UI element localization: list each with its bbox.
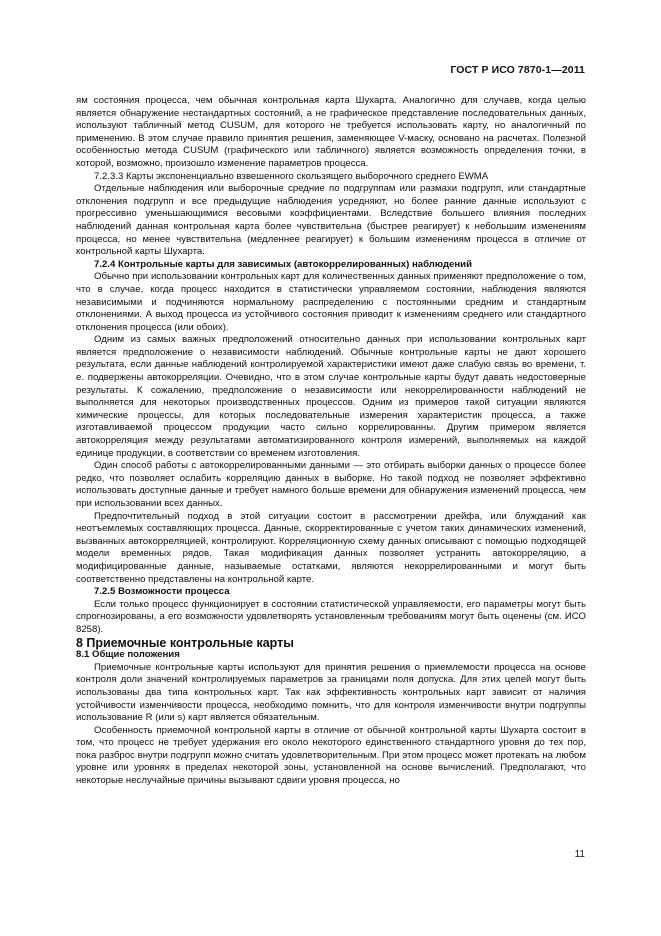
- page-body: [76, 95, 586, 788]
- section-heading: 7.2.5 Возможности процесса: [94, 586, 230, 598]
- paragraph: Приемочные контрольные карты используют для принятия решения о приемлемости процесса на основе контроля доли значений контролируемых параметров за границами поля допуска. Для этих целей могут быть использованы два типа контрольных карт. Так как эффективность контрольных карт зависит от наличия устойчивости изменчивости процесса, необходимо помнить, что для контроля изменчивости внутри подгруппы использование R (или s) карт является обязательным.: [76, 661, 586, 724]
- paragraph: Особенность приемочной контрольной карты в отличие от обычной контрольной карты Шухарта состоит в том, что процесс не требует удержания его около некоторого единственного стандартного уровня до тех пор, пока разброс внутри подгрупп можно считать удовлетворительным. При этом процесс может протекать на любом уровне или уровнях в пределах некоторой зоны, установленной на основе вычислений. Предполагают, что некоторые неслучайные причины вызывают сдвиги уровня процесса, но: [76, 724, 586, 787]
- subsection-heading: 7.2.3.3 Карты экспоненциально взвешенного скользящего выборочного среднего EWMA: [94, 170, 489, 182]
- paragraph: Одним из самых важных предположений относительно данных при использовании контрольных карт является предположение о независимости наблюдений. Обычные контрольные карты не дают хорошего результата, если данные наблюдений контролируемой характеристики имеют даже слабую связь во времени, т. е. подвержены автокорреляции. Очевидно, что в этом случае контрольные карты будут давать недостоверные результаты. К сожалению, предположение о независимости или некоррелированности наблюдений не выполняется для некоторых производственных процессов. Одним из примеров такой ситуации являются химические процессы, для которых последовательные измерения характеристик процесса, а также изготавливаемой процессом продукции часто сильно коррелированны. Другим примером является автокорреляция между результатами автоматизированного контроля измерений, выполняемых на каждой единице продукции, в соответствии со временем изготовления.: [76, 334, 586, 459]
- paragraph: Один способ работы с автокоррелированными данными — это отбирать выборки данных о процессе более редко, что позволяет ослабить корреляцию данных в выборке. Но такой подход не позволяет эффективно использовать доступные данные и требует намного больше времени для обнаружения изменений процесса, чем при использовании всех данных.: [76, 460, 586, 509]
- page-header: ГОСТ Р ИСО 7870-1—2011: [450, 64, 585, 76]
- section-heading: 8.1 Общие положения: [76, 649, 180, 661]
- paragraph: Отдельные наблюдения или выборочные средние по подгруппам или размахи подгрупп, или стандартные отклонения подгрупп и все предыдущие наблюдения усредняют, но более ранние данные используют с прогрессивно уменьшающимися весовыми коэффициентами. Вследствие большего влияния последних наблюдений данная контрольная карта более чувствительна (быстрее реагирует) к небольшим изменениям процесса, но менее чувствительна (медленнее реагирует) к большим изменениям процесса в отличие от контрольной карты Шухарта.: [76, 183, 586, 258]
- paragraph: Если только процесс функционирует в состоянии статистической управляемости, его параметры могут быть спрогнозированы, а его возможности удовлетворять установленным требованиям могут быть оценены (см. ИСО 8258).: [76, 598, 586, 635]
- section-heading: 7.2.4 Контрольные карты для зависимых (автокоррелированных) наблюдений: [94, 258, 472, 270]
- paragraph: Обычно при использовании контрольных карт для количественных данных применяют предположение о том, что в случае, когда процесс находится в статистически управляемом состоянии, наблюдения являются независимыми и подчиняются нормальному распределению с постоянными средним и стандартным отклонениями. А выход процесса из устойчивого состояния приводит к изменениям среднего или стандартного отклонения процесса (или обоих).: [76, 271, 586, 333]
- page-number: 11: [574, 849, 585, 860]
- paragraph: Предпочтительный подход в этой ситуации состоит в рассмотрении дрейфа, или блужданий как неотъемлемых составляющих процесса. Данные, скорректированные с учетом таких динамических изменений, вызванных автокорреляцией, контролируют. Корреляционную схему данных описывают с помощью подходящей модели временных рядов. Такая модификация данных позволяет устранить автокорреляцию, а модифицированные данные, называемые остатками, являются некоррелированными и могут быть соответственно представлены на контрольной карте.: [76, 510, 586, 585]
- chapter-heading: 8 Приемочные контрольные карты: [76, 635, 294, 650]
- paragraph: ям состояния процесса, чем обычная контрольная карта Шухарта. Аналогично для случаев, когда целью является обнаружение нестандартных состояний, а не графическое представление последовательных данных, используют табличный метод CUSUM, для которого не требуется использовать карту, но аналогичный по применению. В этом случае правило принятия решения, заменяющее V-маску, основано на расчетах. Полезной особенностью метода CUSUM (графического или табличного) является возможность определения точки, в которой, возможно, произошло изменение параметров процесса.: [76, 95, 586, 169]
